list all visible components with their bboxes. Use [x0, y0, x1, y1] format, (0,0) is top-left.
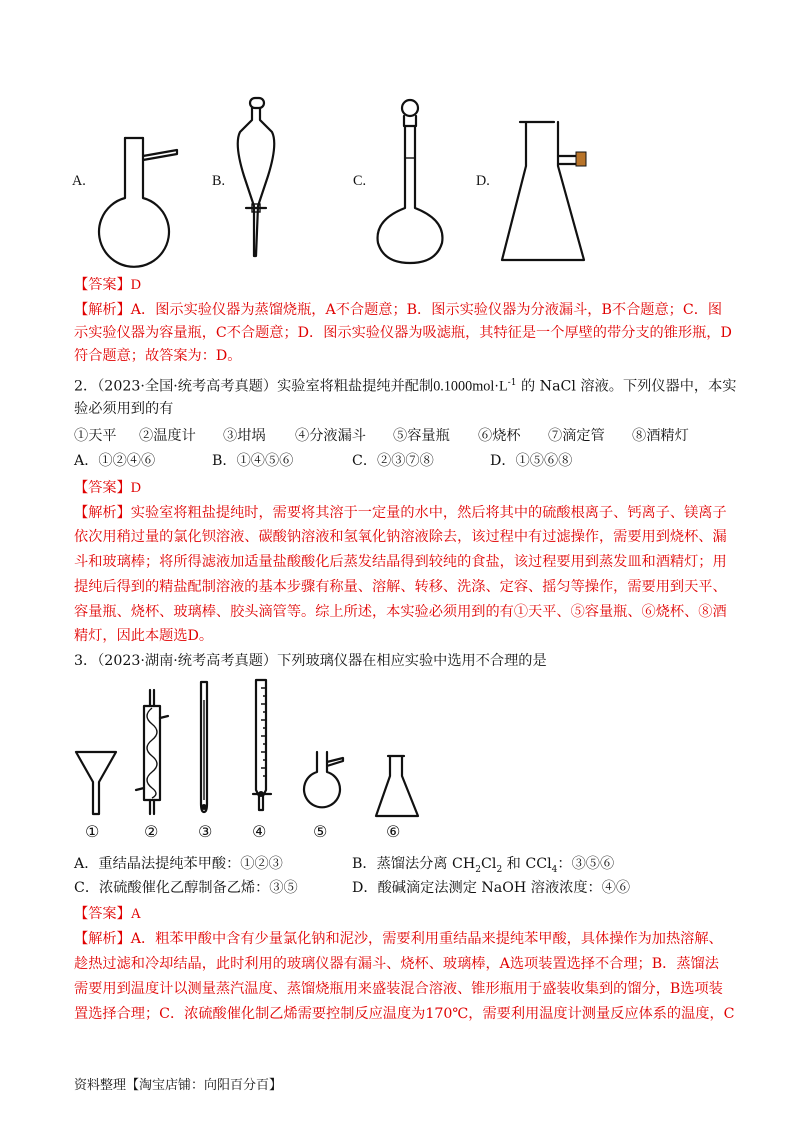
q2-stem-line1: 2．（2023·全国·统考高考真题）实验室将粗盐提纯并配制$0.1000mol\cdot L^{-1}$ 的 NaCl 溶液。下列仪器中，本实 — [74, 378, 737, 395]
q3-choice-d: D．酸碱滴定法测定 NaOH 溶液浓度：④⑥ — [352, 880, 631, 896]
apparatus-number-6: ⑥ — [386, 822, 401, 841]
q2-stem-line2: 验必须用到的有 — [74, 401, 174, 417]
footer-source: 资料整理【淘宝店铺：向阳百分百】 — [74, 1078, 283, 1093]
apparatus-number-5: ⑤ — [313, 822, 328, 841]
option-d-label: D. — [476, 173, 490, 189]
q1-analysis-line1: 【解析】A．图示实验仪器为蒸馏烧瓶，A不合题意；B．图示实验仪器为分液漏斗，B不合题意；C．图 — [74, 302, 723, 318]
q2-analysis-line3: 斗和玻璃棒；将所得滤液加适量盐酸酸化后蒸发结晶得到较纯的食盐，该过程要用到蒸发皿和酒精灯；用 — [74, 554, 727, 570]
q3-analysis-line1: 【解析】A．粗苯甲酸中含有少量氯化钠和泥沙，需要利用重结晶来提纯苯甲酸，具体操作为加热溶解、 — [74, 931, 723, 947]
funnel-icon — [74, 748, 118, 818]
option-a-label: A. — [72, 173, 86, 189]
q2-analysis-line2: 依次用稍过量的氯化钡溶液、碳酸钠溶液和氢氧化钠溶液除去，该过程中有过滤操作，需要用到烧杯、漏 — [74, 529, 727, 545]
apparatus-number-1: ① — [85, 822, 100, 841]
apparatus-number-4: ④ — [252, 822, 267, 841]
q2-choices: A．①②④⑥ B．①④⑤⑥ C．②③⑦⑧ D．①⑤⑥⑧ — [74, 453, 573, 469]
q3-analysis-line2: 趁热过滤和冷却结晶，此时利用的玻璃仪器有漏斗、烧杯、玻璃棒，A选项装置选择不合理；B．蒸馏法 — [74, 956, 719, 972]
suction-flask-icon — [498, 118, 598, 268]
q2-analysis-line6: 精灯，因此本题选D。 — [74, 628, 214, 644]
burette-icon — [249, 678, 275, 818]
q3-stem: 3．（2023·湖南·统考高考真题）下列玻璃仪器在相应实验中选用不合理的是 — [74, 653, 547, 669]
q2-answer: 【答案】D — [74, 480, 142, 496]
q2-analysis-line5: 容量瓶、烧杯、玻璃棒、胶头滴管等。综上所述，本实验必须用到的有①天平、⑤容量瓶、⑥烧杯、⑧酒 — [74, 604, 727, 620]
q3-choice-a: A．重结晶法提纯苯甲酸：①②③ — [74, 856, 283, 872]
condenser-icon — [134, 688, 170, 818]
thermometer-icon — [196, 680, 212, 820]
q1-analysis-line3: 符合题意；故答案为：D。 — [74, 348, 242, 364]
q2-items: ①天平 ②温度计 ③坩埚 ④分液漏斗 ⑤容量瓶 ⑥烧杯 ⑦滴定管 ⑧酒精灯 — [74, 428, 689, 444]
q1-answer: 【答案】D — [74, 277, 142, 293]
q3-choice-c: C．浓硫酸催化乙醇制备乙烯：③⑤ — [74, 880, 298, 896]
volumetric-flask-icon — [372, 98, 452, 268]
option-c-label: C. — [353, 173, 367, 189]
apparatus-number-2: ② — [144, 822, 159, 841]
q2-analysis-line1: 【解析】实验室将粗盐提纯时，需要将其溶于一定量的水中，然后将其中的硫酸根离子、钙离子、镁离子 — [74, 505, 727, 521]
q3-analysis-line3: 需要用到温度计以测量蒸汽温度、蒸馏烧瓶用来盛装混合溶液、锥形瓶用于盛装收集到的馏分，B选项装 — [74, 981, 723, 997]
option-b-label: B. — [212, 173, 226, 189]
separatory-funnel-icon — [232, 96, 292, 266]
q3-choice-b: B．蒸馏法分离 $CH_2Cl_2$ 和 CCl$_4$：③⑤⑥ — [352, 856, 615, 875]
apparatus-number-3: ③ — [198, 822, 213, 841]
conical-flask-icon — [372, 754, 422, 820]
distilling-flask-icon — [95, 128, 195, 268]
q3-analysis-line4: 置选择合理；C．浓硫酸催化制乙烯需要控制反应温度为170℃，需要利用温度计测量反应体系的温度，C — [74, 1006, 735, 1022]
q3-answer: 【答案】A — [74, 906, 142, 922]
q1-analysis-line2: 示实验仪器为容量瓶，C不合题意；D．图示实验仪器为吸滤瓶，其特征是一个厚壁的带分支的锥形瓶，D — [74, 325, 732, 341]
q2-analysis-line4: 提纯后得到的精盐配制溶液的基本步骤有称量、溶解、转移、洗涤、定容、摇匀等操作，需要用到天平、 — [74, 579, 727, 595]
distilling-flask-small-icon — [303, 750, 353, 820]
